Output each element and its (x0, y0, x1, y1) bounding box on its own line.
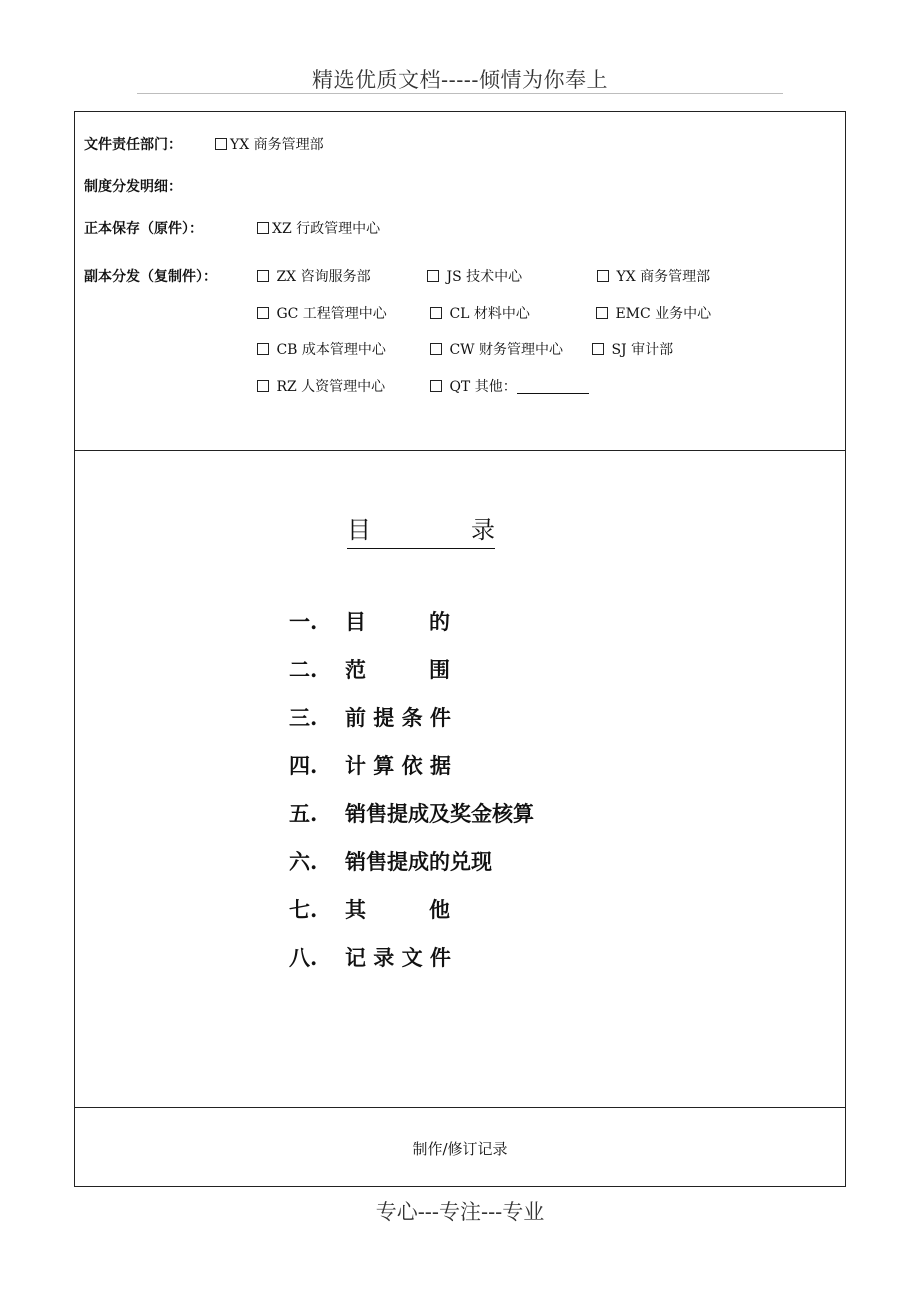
other-fill-blank[interactable] (517, 379, 589, 394)
copy-option-label: EMC 业务中心 (615, 306, 712, 322)
copy-option[interactable] (257, 266, 371, 286)
checkbox-icon[interactable] (257, 222, 269, 234)
checkbox-icon[interactable] (215, 138, 227, 150)
checkbox-icon[interactable] (592, 343, 604, 355)
copy-option-label: JS 技术中心 (446, 269, 523, 285)
original-copy-option[interactable] (257, 218, 380, 238)
copy-option-label: SJ 审计部 (611, 342, 674, 358)
copy-option-label: GC 工程管理中心 (276, 306, 387, 322)
checkbox-icon[interactable] (596, 307, 608, 319)
checkbox-icon[interactable] (257, 343, 269, 355)
revision-record-label: 制作/修订记录 (412, 1140, 508, 1158)
responsible-dept-option[interactable] (215, 134, 324, 154)
page-footer: 专心---专注---专业 (375, 1200, 545, 1224)
section-divider (75, 1107, 845, 1108)
toc-title-right: 录 (471, 516, 495, 544)
toc-item-text: 前 提 条 件 (345, 705, 451, 730)
toc-item-text: 销售提成及奖金核算 (345, 801, 534, 826)
page-header: 精选优质文档-----倾情为你奉上 (312, 68, 608, 92)
responsible-dept-value: YX 商务管理部 (230, 137, 324, 153)
header-rule (137, 93, 783, 94)
toc-item-number: 一. (289, 609, 318, 634)
toc-item-number: 八. (289, 945, 318, 970)
copy-option-label: QT 其他： (449, 379, 517, 395)
copy-option[interactable] (257, 303, 387, 323)
copy-option-label: YX 商务管理部 (616, 269, 711, 285)
checkbox-icon[interactable] (430, 343, 442, 355)
toc-item-number: 七. (289, 897, 318, 922)
copy-distribution-label: 副本分发（复制件）： (84, 269, 217, 285)
original-copy-value: XZ 行政管理中心 (272, 221, 381, 237)
copy-option-label: CB 成本管理中心 (276, 342, 386, 358)
copy-option-other[interactable] (430, 376, 589, 396)
toc-title (347, 510, 495, 545)
toc-item-number: 三. (289, 705, 318, 730)
copy-option[interactable] (430, 339, 563, 359)
copy-option-label: RZ 人资管理中心 (276, 379, 386, 395)
copy-option[interactable] (427, 266, 522, 286)
copy-option[interactable] (597, 266, 710, 286)
toc-item-text: 范 围 (345, 657, 450, 682)
toc-item-text: 计 算 依 据 (345, 753, 451, 778)
copy-option-label: CL 材料中心 (449, 306, 530, 322)
copy-option[interactable] (430, 303, 530, 323)
checkbox-icon[interactable] (430, 380, 442, 392)
toc-item-text: 目 的 (345, 609, 450, 634)
copy-option-label: CW 财务管理中心 (449, 342, 564, 358)
checkbox-icon[interactable] (257, 380, 269, 392)
toc-item-text: 记 录 文 件 (345, 945, 451, 970)
toc-item-number: 五. (289, 801, 318, 826)
checkbox-icon[interactable] (430, 307, 442, 319)
toc-item-number: 四. (289, 753, 318, 778)
original-copy-label: 正本保存（原件）： (84, 221, 203, 237)
checkbox-icon[interactable] (427, 270, 439, 282)
copy-option-label: ZX 咨询服务部 (276, 269, 371, 285)
copy-option[interactable] (257, 339, 386, 359)
document-frame (74, 111, 846, 1187)
copy-option[interactable] (257, 376, 385, 396)
distribution-detail-label: 制度分发明细： (84, 179, 182, 195)
toc-item-text: 其 他 (345, 897, 450, 922)
copy-option[interactable] (592, 339, 673, 359)
section-divider (75, 450, 845, 451)
checkbox-icon[interactable] (257, 270, 269, 282)
toc-item-number: 二. (289, 657, 318, 682)
toc-title-left: 目 (347, 516, 371, 544)
checkbox-icon[interactable] (597, 270, 609, 282)
toc-item-number: 六. (289, 849, 318, 874)
checkbox-icon[interactable] (257, 307, 269, 319)
responsible-dept-label: 文件责任部门： (84, 137, 182, 153)
toc-title-underline (347, 548, 495, 549)
copy-option[interactable] (596, 303, 711, 323)
toc-item-text: 销售提成的兑现 (345, 849, 492, 874)
